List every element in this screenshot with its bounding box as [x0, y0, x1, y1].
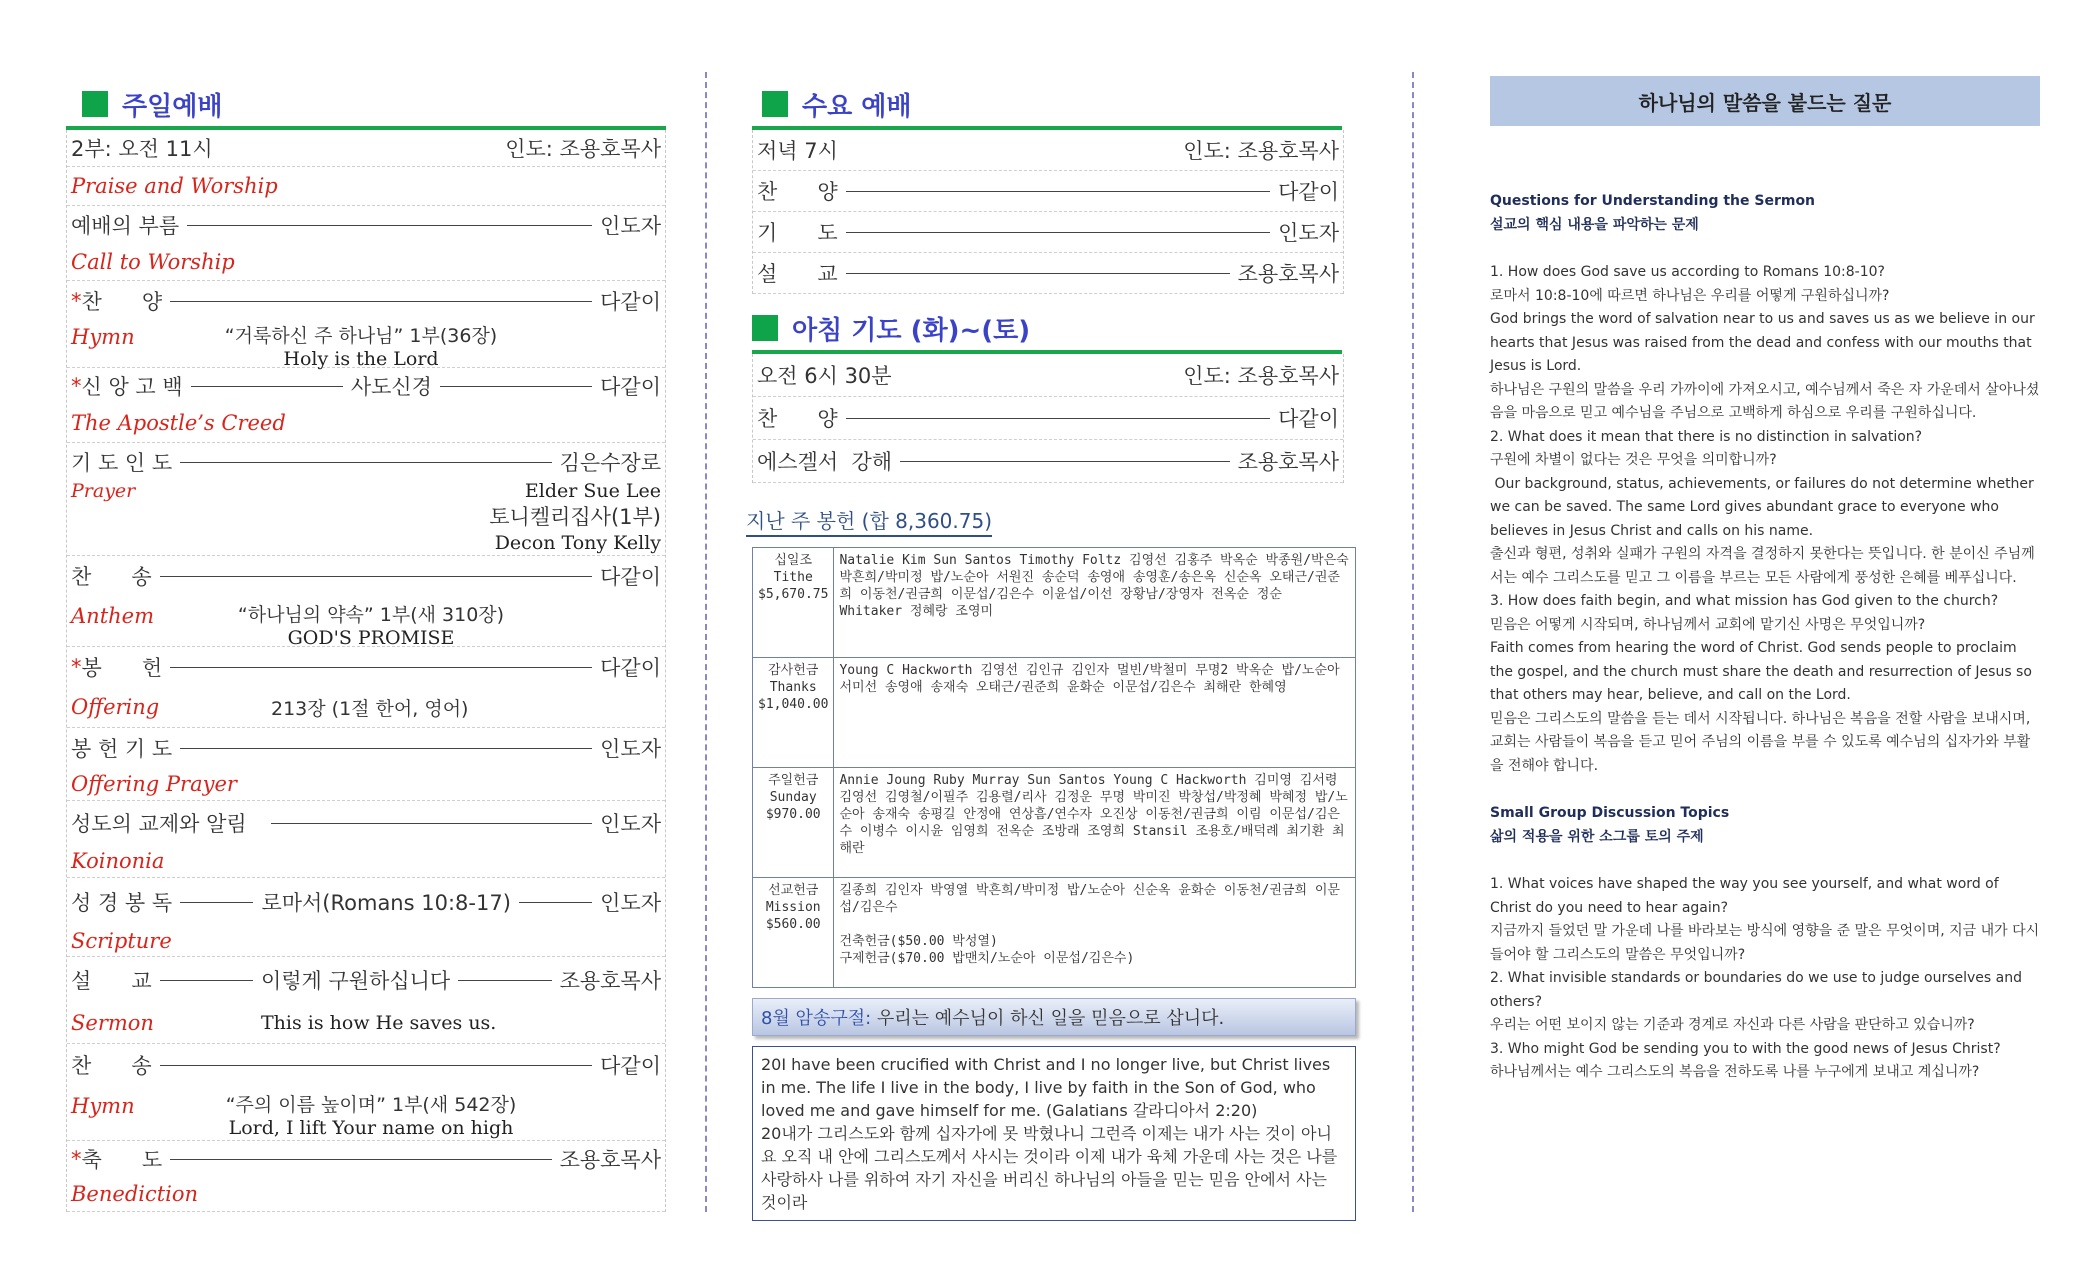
koinonia-row [67, 801, 665, 845]
category-amount: $1,040.00 [758, 697, 829, 712]
list-item: 하나님께서는 예수 그리스도의 복음을 전하도록 나를 누구에게 보내고 계십니까? [1490, 1064, 1980, 1080]
prayer-row [67, 443, 665, 481]
table-row [753, 658, 1356, 768]
offering-title: 지난 주 봉헌 (합 8,360.75) [746, 505, 992, 537]
offprayer-ko: 봉 헌 기 도 [71, 737, 173, 761]
hymn-en: Hymn [71, 325, 135, 349]
category-en: Sunday [769, 790, 817, 805]
sermon-mid: 이렇게 구원하십니다 [260, 969, 451, 993]
sermon-row [67, 957, 665, 1003]
wednesday-prayer-label: 기 도 [757, 221, 838, 245]
morning-ezekiel-who: 조용호목사 [1237, 450, 1339, 474]
prayer-who2-en: Decon Tony Kelly [494, 532, 661, 554]
sec2-title-ko: 삶의 적용을 위한 소그룹 토의 주제 [1490, 828, 1704, 845]
hymn2-ko: 찬 송 [71, 1054, 152, 1078]
anthem-en: Anthem [71, 604, 154, 628]
memory-verse-header [752, 998, 1356, 1036]
standing-mark: * [71, 374, 82, 398]
wednesday-title: 수요 예배 [802, 91, 912, 122]
category-ko: 감사헌금 [768, 663, 819, 678]
offering-category [753, 658, 834, 768]
hymn-title: “거룩하신 주 하나님” 1부(36장) [224, 325, 498, 347]
morning-time: 오전 6시 30분 [757, 364, 892, 388]
hymn2-title-en: Lord, I lift Your name on high [228, 1117, 514, 1139]
questions-column [1490, 76, 2040, 1085]
offering-en: Offering [71, 695, 160, 719]
hymn-title-en: Holy is the Lord [283, 348, 439, 370]
wednesday-leader: 인도: 조용호목사 [1183, 139, 1339, 163]
prayer-ko: 기 도 인 도 [71, 451, 173, 475]
list-item: 2. What does it mean that there is no distinction in salvation? [1490, 428, 1923, 445]
creed-row [67, 368, 665, 404]
offprayer-row [67, 728, 665, 768]
list-item: 로마서 10:8-10에 따르면 하나님은 우리를 어떻게 구원하십니까? [1490, 287, 1890, 304]
anthem-title-en: GOD'S PROMISE [287, 627, 455, 649]
service-leader: 인도: 조용호목사 [505, 137, 661, 161]
hymn2-row [67, 1044, 665, 1086]
praise-en: Praise and Worship [71, 174, 278, 198]
sec1-title-ko: 설교의 핵심 내용을 파악하는 문제 [1490, 216, 1699, 233]
list-item: God brings the word of salvation near to us and saves us as we believe in our hearts that Jesus was raised from the dead and confess with our mouths that Jesus is Lord. [1490, 311, 2035, 374]
call-ko: 예배의 부름 [71, 214, 180, 238]
benediction-en-row [67, 1177, 665, 1212]
column-divider-2 [1412, 72, 1414, 1212]
offering-names: Annie Joung Ruby Murray Sun Santos Young C Hackworth 김미영 김서령 김영선 김영철/이필주 김용렬/리사 김정운 무명 박미진 박창섭/박정혜 박혜정 밥/노순아 송재숙 송평길 안정애 연상흠/연수자 오진상 이동천/권금희 이림 이문섭/김은수 이병수 이시윤 임영희 전옥순 조방래 조영희 Stansil 조용호/배덕례 최기환 최해란 [834, 768, 1356, 878]
hymn2-en: Hymn [71, 1094, 135, 1118]
list-item: 믿음은 어떻게 시작되며, 하나님께서 교회에 맡기신 사명은 무엇입니까? [1490, 616, 1926, 633]
category-ko: 주일헌금 [768, 773, 819, 788]
list-item: 하나님은 구원의 말씀을 우리 가까이에 가져오시고, 예수님께서 죽은 자 가운데서 살아나셨음을 마음으로 믿고 예수님을 주님으로 고백하게 하심으로 우리를 구원하십니다. [1490, 381, 2040, 421]
memory-verse-ko: 20내가 그리스도와 함께 십자가에 못 박혔나니 그런즉 이제는 내가 사는 것이 아니요 오직 내 안에 그리스도께서 사시는 것이라 이제 내가 육체 가운데 사는 것은 나를 사랑하사 나를 위하여 자기 자신을 버리신 하나님의 아들을 믿는 믿음 안에서 사는 것이라 [761, 1124, 1338, 1212]
wednesday-row-hymn [753, 171, 1343, 212]
prayer-who2-en-row [67, 531, 665, 556]
table-row [753, 768, 1356, 878]
call-row [67, 206, 665, 244]
anthem-title: “하나님의 약속” 1부(새 310장) [237, 604, 505, 626]
prayer-who-en: Elder Sue Lee [524, 480, 661, 502]
offering-note: 213장 (1절 한어, 영어) [271, 697, 469, 720]
sermon-ko: 설 교 [71, 969, 152, 993]
offering-ko: 봉 헌 [81, 656, 163, 680]
list-item: 3. How does faith begin, and what mission has God given to the church? [1490, 593, 1999, 609]
offprayer-who: 인도자 [600, 737, 661, 761]
list-item: 1. How does God save us according to Romans 10:8-10? [1490, 264, 1885, 280]
questions-title: 하나님의 말씀을 붙드는 질문 [1638, 90, 1892, 115]
koinonia-en-row [67, 845, 665, 878]
green-square-icon [82, 91, 108, 117]
wednesday-heading [752, 84, 1360, 124]
prayer-who2: 토니켈리집사(1부) [489, 505, 661, 529]
mission-names: 길종희 김인자 박영열 박흔희/박미정 밥/노순아 신순옥 윤화순 이동천/권금희 이문섭/김은수 [839, 883, 1340, 915]
sunday-worship-section [66, 84, 666, 1212]
prayer-en-row [67, 481, 665, 501]
call-en-row [67, 244, 665, 281]
koinonia-who: 인도자 [600, 812, 661, 836]
wednesday-sermon-who: 조용호목사 [1237, 262, 1339, 286]
offering-category [753, 768, 834, 878]
anthem-who: 다같이 [600, 565, 661, 589]
scripture-mid: 로마서(Romans 10:8-17) [261, 891, 511, 915]
call-en: Call to Worship [71, 250, 235, 274]
morning-time-row [753, 354, 1343, 397]
scripture-en-row [67, 926, 665, 957]
green-square-icon [752, 315, 778, 341]
offering-category [753, 548, 834, 658]
category-ko: 선교헌금 [768, 883, 819, 898]
memory-text: 우리는 예수님이 하신 일을 믿음으로 삽니다. [871, 1008, 1225, 1029]
questions-title-bar [1490, 76, 2040, 126]
sermon-who: 조용호목사 [559, 969, 661, 993]
offering-who: 다같이 [600, 656, 661, 680]
offprayer-en-row [67, 768, 665, 801]
list-item: 지금까지 들었던 말 가운데 나를 바라보는 방식에 영향을 준 말은 무엇이며, 지금 내가 다시 들어야 할 그리스도의 말씀은 무엇입니까? [1490, 923, 2040, 963]
bene-who: 조용호목사 [559, 1148, 661, 1172]
sec2-title-en: Small Group Discussion Topics [1490, 805, 1730, 821]
list-item: 믿음은 그리스도의 말씀을 듣는 데서 시작됩니다. 하나님은 복음을 전할 사람을 보내시며, 교회는 사람들이 복음을 듣고 믿어 주님의 이름을 부를 수 있도록 예수님의 십자가와 부활을 전해야 합니다. [1490, 710, 2031, 774]
wednesday-row-sermon [753, 253, 1343, 294]
morning-row-hymn [753, 397, 1343, 440]
memory-verse-box [752, 1046, 1356, 1221]
offering-row [67, 647, 665, 687]
service-time: 2부: 오전 11시 [71, 137, 213, 161]
morning-heading [752, 308, 1360, 348]
hymn-who: 다같이 [600, 290, 661, 314]
list-item: Faith comes from hearing the word of Christ. God sends people to proclaim the gospel, and the church must share the death and resurrection of Jesus so that others may hear, believe, and call on the Lord. [1490, 640, 2032, 703]
middle-column [746, 84, 1360, 1221]
hymn-title-row [67, 321, 665, 368]
table-row [753, 548, 1356, 658]
wednesday-hymn-who: 다같이 [1278, 180, 1339, 204]
hymn2-title: “주의 이름 높이며” 1부(새 542장) [225, 1094, 517, 1116]
prayer-who2-row [67, 501, 665, 531]
hymn-row [67, 281, 665, 321]
list-item: 1. What voices have shaped the way you see yourself, and what word of Christ do you need to hear again? [1490, 876, 1999, 916]
standing-mark: * [71, 289, 82, 313]
morning-leader: 인도: 조용호목사 [1183, 364, 1339, 388]
green-square-icon [762, 91, 788, 117]
wednesday-sermon-label: 설 교 [757, 262, 838, 286]
scripture-ko: 성 경 봉 독 [71, 891, 173, 915]
offering-category [753, 878, 834, 988]
scripture-who: 인도자 [600, 891, 662, 915]
memory-label: 8월 암송구절: [761, 1008, 872, 1029]
category-en: Thanks [769, 680, 817, 695]
sunday-title: 주일예배 [122, 91, 223, 122]
offering-names: Natalie Kim Sun Santos Timothy Foltz 김영선 김홍주 박옥순 박종원/박은숙 박흔희/박미정 밥/노순아 서원진 송순덕 송영애 송영훈/송은옥 신순옥 오태근/권준희 이동천/권금희 이문섭/김은수 이윤섭/이선 장황남/장영자 전옥순 정순 Whitaker 정혜랑 조영미 [834, 548, 1356, 658]
bene-en: Benediction [71, 1182, 199, 1206]
wednesday-time-row [753, 130, 1343, 171]
anthem-row [67, 556, 665, 596]
wednesday-time: 저녁 7시 [757, 139, 838, 163]
offering-names [834, 878, 1356, 988]
morning-hymn-label: 찬 양 [757, 407, 838, 431]
hymn-ko: 찬 양 [81, 290, 163, 314]
wednesday-row-prayer [753, 212, 1343, 253]
category-en: Mission [765, 900, 821, 915]
creed-en-row [67, 404, 665, 443]
sec1-title-en: Questions for Understanding the Sermon [1490, 193, 1816, 209]
sunday-heading [66, 84, 666, 124]
sunday-order-box [66, 130, 666, 1212]
scripture-row [67, 878, 665, 926]
category-amount: $5,670.75 [758, 587, 829, 602]
service-time-row [67, 130, 665, 167]
offering-names: Young C Hackworth 김영선 김인규 김인자 멀빈/박철미 무명2 박옥순 밥/노순아 서미선 송영애 송재숙 오태근/권준희 윤화순 이문섭/김은수 최해란 한혜영 [834, 658, 1356, 768]
table-row [753, 878, 1356, 988]
prayer-who: 김은수장로 [559, 451, 661, 475]
offering-en-row [67, 687, 665, 728]
call-who: 인도자 [600, 214, 661, 238]
category-amount: $560.00 [765, 917, 821, 932]
morning-hymn-who: 다같이 [1278, 407, 1339, 431]
hymn2-title-row [67, 1086, 665, 1141]
creed-mid: 사도신경 [350, 375, 432, 399]
relief-offering: 구제헌금($70.00 밥맨치/노순아 이문섭/김은수) [839, 951, 1135, 966]
morning-box [752, 354, 1344, 483]
sermon-questions [1490, 190, 2040, 778]
anthem-title-row [67, 596, 665, 647]
column-divider-1 [705, 72, 707, 1212]
prayer-en: Prayer [71, 480, 136, 502]
list-item: 출신과 형편, 성취와 실패가 구원의 자격을 결정하지 못한다는 뜻입니다. 한 분이신 주님께서는 예수 그리스도를 믿고 그 이름을 부르는 모든 사람에게 풍성한 은혜를 베푸십니다. [1490, 546, 2035, 586]
building-offering: 건축헌금($50.00 박성열) [839, 934, 998, 949]
wednesday-box [752, 130, 1344, 294]
morning-ezekiel-label: 에스겔서 강해 [757, 450, 893, 474]
benediction-row [67, 1141, 665, 1177]
wednesday-hymn-label: 찬 양 [757, 180, 838, 204]
morning-title: 아침 기도 (화)~(토) [792, 315, 1031, 346]
list-item: 구원에 차별이 없다는 것은 무엇을 의미합니까? [1490, 452, 1777, 468]
offering-table [752, 547, 1356, 988]
praise-row [67, 167, 665, 206]
sermon-en-row [67, 1003, 665, 1044]
sermon-en: Sermon [71, 1011, 154, 1035]
creed-who: 다같이 [600, 375, 661, 399]
standing-mark: * [71, 1147, 82, 1171]
category-en: Tithe [773, 570, 813, 585]
creed-ko: 신 앙 고 백 [81, 375, 183, 399]
morning-row-ezekiel [753, 440, 1343, 483]
memory-verse-en: 20I have been crucified with Christ and I no longer live, but Christ lives in me. The life I live in the body, I live by faith in the Son of God, who loved me and gave himself for me. (Galatians 갈라디아서 2:20) [761, 1055, 1331, 1120]
category-amount: $970.00 [765, 807, 821, 822]
koinonia-en: Koinonia [71, 849, 165, 873]
list-item: 2. What invisible standards or boundaries do we use to judge ourselves and others? [1490, 970, 2023, 1010]
anthem-ko: 찬 송 [71, 565, 152, 589]
wednesday-prayer-who: 인도자 [1278, 221, 1339, 245]
category-ko: 십일조 [774, 553, 813, 568]
list-item: 3. Who might God be sending you to with the good news of Jesus Christ? [1490, 1040, 2001, 1057]
discussion-topics [1490, 802, 2040, 1085]
list-item: 우리는 어떤 보이지 않는 기준과 경계로 자신과 다른 사람을 판단하고 있습니까? [1490, 1017, 1975, 1033]
scripture-en: Scripture [71, 929, 172, 953]
list-item: Our background, status, achievements, or failures do not determine whether we can be saved. The same Lord gives abundant grace to everyone who believes in Jesus Christ and calls on his name. [1490, 475, 2039, 539]
offprayer-en: Offering Prayer [71, 772, 237, 796]
standing-mark: * [71, 655, 82, 679]
creed-en: The Apostle’s Creed [71, 411, 286, 435]
hymn2-who: 다같이 [600, 1054, 661, 1078]
sermon-title-en: This is how He saves us. [261, 1012, 497, 1034]
bene-ko: 축 도 [81, 1148, 163, 1172]
koinonia-ko: 성도의 교제와 알림 [71, 812, 247, 836]
